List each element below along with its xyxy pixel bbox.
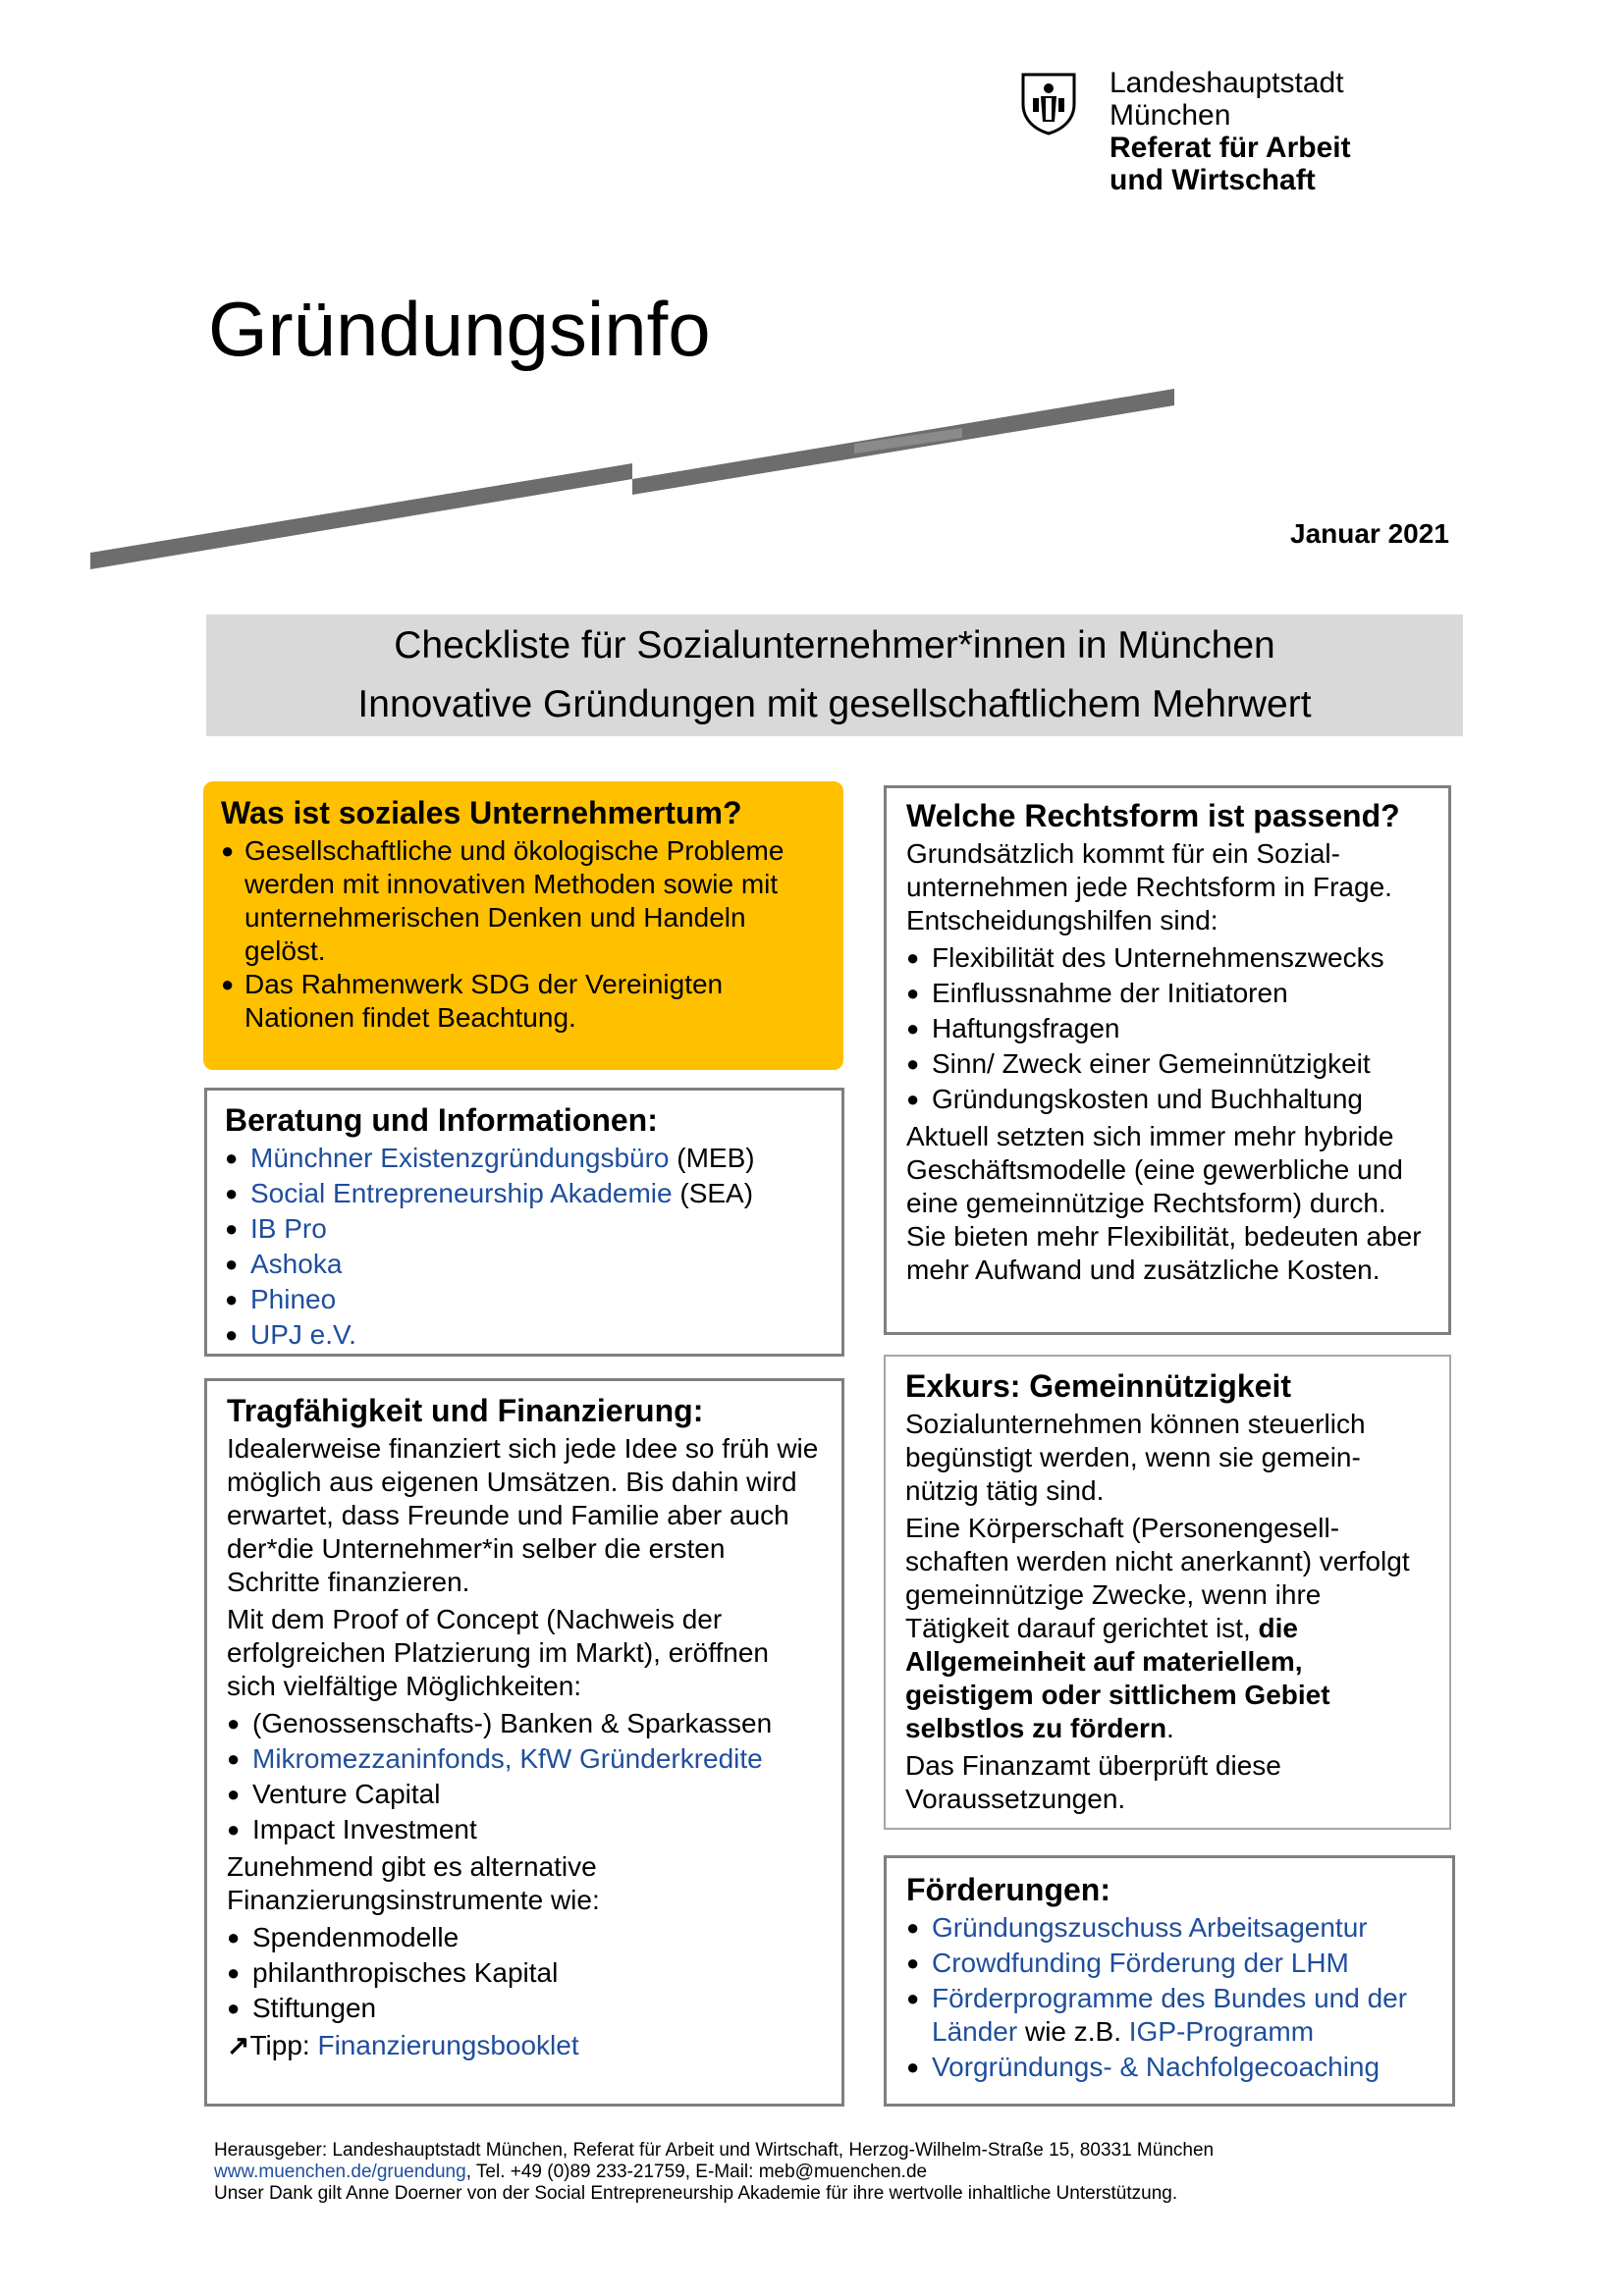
- list-item: [225, 1318, 824, 1352]
- link-mikromezzanin[interactable]: Mikromezzaninfonds, KfW Gründerkredite: [252, 1743, 763, 1774]
- list-item: [906, 1911, 1435, 1945]
- list-item: [906, 2051, 1435, 2084]
- box-advice: [204, 1088, 844, 1357]
- list-item: [225, 1142, 824, 1175]
- box-social-entrepreneurship: [203, 781, 843, 1070]
- paragraph: Idealerweise finanziert sich jede Idee so früh wie möglich aus eigenen Umsätzen. Bis dahin wird erwartet, dass Freunde und Familie aber auch der*die Unternehmer*in selber die ersten Schritte finanzieren.: [227, 1433, 819, 1597]
- org-line-1: Landeshauptstadt: [1110, 67, 1344, 99]
- link-phineo[interactable]: Phineo: [250, 1284, 337, 1314]
- website-link[interactable]: www.muenchen.de/gruendung: [214, 2162, 466, 2182]
- box-heading: Welche Rechtsform ist passend?: [906, 798, 1400, 833]
- list-item: ● philanthropisches Kapital: [227, 1956, 824, 1990]
- list-item: [227, 1742, 824, 1776]
- list-item: ● (Genossenschafts-) Banken & Sparkassen: [227, 1707, 824, 1740]
- paragraph: Grundsätzlich kommt für ein Sozial-unternehmen jede Rechtsform in Frage. Entscheidungshilfen sind:: [906, 838, 1392, 935]
- box-nonprofit: [884, 1355, 1451, 1830]
- paragraph: Zunehmend gibt es alternative Finanzierungsinstrumente wie:: [227, 1851, 600, 1915]
- list-item: ● Gesellschaftliche und ökologische Probleme werden mit innovativen Methoden sowie mit unternehmerischen Denken und Handeln gelöst.: [221, 834, 826, 968]
- paragraph: Sozialunternehmen können steuerlich begünstigt werden, wenn sie gemein-nützig tätig sind.: [905, 1409, 1366, 1506]
- list-item: ● Venture Capital: [227, 1778, 824, 1811]
- paragraph: Mit dem Proof of Concept (Nachweis der erfolgreichen Platzierung im Markt), eröffnen sich vielfältige Möglichkeiten:: [227, 1604, 769, 1701]
- list-item: [225, 1177, 824, 1210]
- list-text: wie z.B.: [1017, 2016, 1129, 2047]
- list-item: ● Flexibilität des Unternehmenszwecks: [906, 941, 1431, 975]
- box-heading: Förderungen:: [906, 1872, 1110, 1907]
- box-legal-form: [884, 785, 1451, 1335]
- link-ib-pro[interactable]: IB Pro: [250, 1213, 327, 1244]
- list-item: ● Haftungsfragen: [906, 1012, 1431, 1045]
- page-title: Gründungsinfo: [208, 286, 711, 372]
- list-item: ● Stiftungen: [227, 1992, 824, 2025]
- footer-contact: [214, 2162, 1214, 2183]
- paragraph-text: Eine Körperschaft (Personengesell-schaften werden nicht anerkannt) verfolgt gemeinnützige Zwecke, wenn ihre Tätigkeit darauf gerichtet ist,: [905, 1513, 1410, 1643]
- list-item: ● Einflussnahme der Initiatoren: [906, 977, 1431, 1010]
- link-suffix: (MEB): [669, 1143, 755, 1173]
- link-finanzierungsbooklet[interactable]: Finanzierungsbooklet: [317, 2030, 579, 2060]
- link-foerderprogramme[interactable]: Förderprogramme des Bundes und der Länder: [932, 1983, 1408, 2047]
- box-heading: Exkurs: Gemeinnützigkeit: [905, 1368, 1291, 1404]
- list-item: ● Gründungskosten und Buchhaltung: [906, 1083, 1431, 1116]
- footer-thanks: Unser Dank gilt Anne Doerner von der Social Entrepreneurship Akademie für ihre wertvolle inhaltliche Unterstützung.: [214, 2183, 1178, 2204]
- arrow-icon: ↗: [227, 2030, 250, 2060]
- banner-line-1: Checkliste für Sozialunternehmer*innen in München: [394, 624, 1275, 667]
- link-coaching[interactable]: Vorgründungs- & Nachfolgecoaching: [932, 2052, 1380, 2082]
- link-sea[interactable]: Social Entrepreneurship Akademie: [250, 1178, 673, 1208]
- box-funding: [884, 1855, 1455, 2107]
- org-line-2: München: [1110, 99, 1231, 132]
- box-heading: Tragfähigkeit und Finanzierung:: [227, 1393, 704, 1428]
- link-gruendungszuschuss[interactable]: Gründungszuschuss Arbeitsagentur: [932, 1912, 1368, 1943]
- footer-contact-text: , Tel. +49 (0)89 233-21759, E-Mail: meb@muenchen.de: [465, 2162, 928, 2182]
- decorative-stripes: [0, 0, 1624, 589]
- org-line-3: Referat für Arbeit: [1110, 132, 1351, 164]
- paragraph: [905, 1512, 1432, 1745]
- link-meb[interactable]: Münchner Existenzgründungsbüro: [250, 1143, 670, 1173]
- banner: [206, 614, 1463, 736]
- link-crowdfunding[interactable]: Crowdfunding Förderung der LHM: [932, 1948, 1349, 1978]
- box-finance: [204, 1378, 844, 2107]
- list-item: ● Sinn/ Zweck einer Gemeinnützigkeit: [906, 1047, 1431, 1081]
- link-upj[interactable]: UPJ e.V.: [250, 1319, 356, 1350]
- footer-publisher: Herausgeber: Landeshauptstadt München, Referat für Arbeit und Wirtschaft, Herzog-Wilhelm-Straße 15, 80331 München: [214, 2140, 1215, 2161]
- list-item: [906, 1947, 1435, 1980]
- list-item: ● Spendenmodelle: [227, 1921, 824, 1954]
- org-line-4: und Wirtschaft: [1110, 164, 1316, 196]
- list-item: [225, 1283, 824, 1316]
- list-item: [225, 1248, 824, 1281]
- link-igp-programm[interactable]: IGP-Programm: [1128, 2016, 1315, 2047]
- box-heading: Was ist soziales Unternehmertum?: [221, 795, 742, 830]
- link-ashoka[interactable]: Ashoka: [250, 1249, 343, 1279]
- list-item: [906, 1982, 1435, 2049]
- emphasis: die Allgemeinheit auf materiellem, geistigem oder sittlichem Gebiet selbstlos zu fördern: [905, 1613, 1330, 1743]
- tip: [227, 2029, 824, 2062]
- list-item: ● Das Rahmenwerk SDG der Vereinigten Nationen findet Beachtung.: [221, 968, 826, 1035]
- tip-label: Tipp:: [249, 2030, 318, 2060]
- link-suffix: (SEA): [672, 1178, 754, 1208]
- publication-date: Januar 2021: [1290, 518, 1449, 549]
- paragraph-text: .: [1166, 1713, 1174, 1743]
- footer: [214, 2140, 1214, 2205]
- list-item: [225, 1212, 824, 1246]
- banner-line-2: Innovative Gründungen mit gesellschaftlichem Mehrwert: [357, 683, 1312, 725]
- box-heading: Beratung und Informationen:: [225, 1102, 658, 1138]
- list-item: ● Impact Investment: [227, 1813, 824, 1846]
- paragraph: Aktuell setzten sich immer mehr hybride Geschäftsmodelle (eine gewerbliche und eine gemeinnützige Rechtsform) durch. Sie bieten mehr Flexibilität, bedeuten aber mehr Aufwand und zusätzliche Kosten.: [906, 1121, 1422, 1285]
- paragraph: Das Finanzamt überprüft diese Voraussetzungen.: [905, 1750, 1281, 1814]
